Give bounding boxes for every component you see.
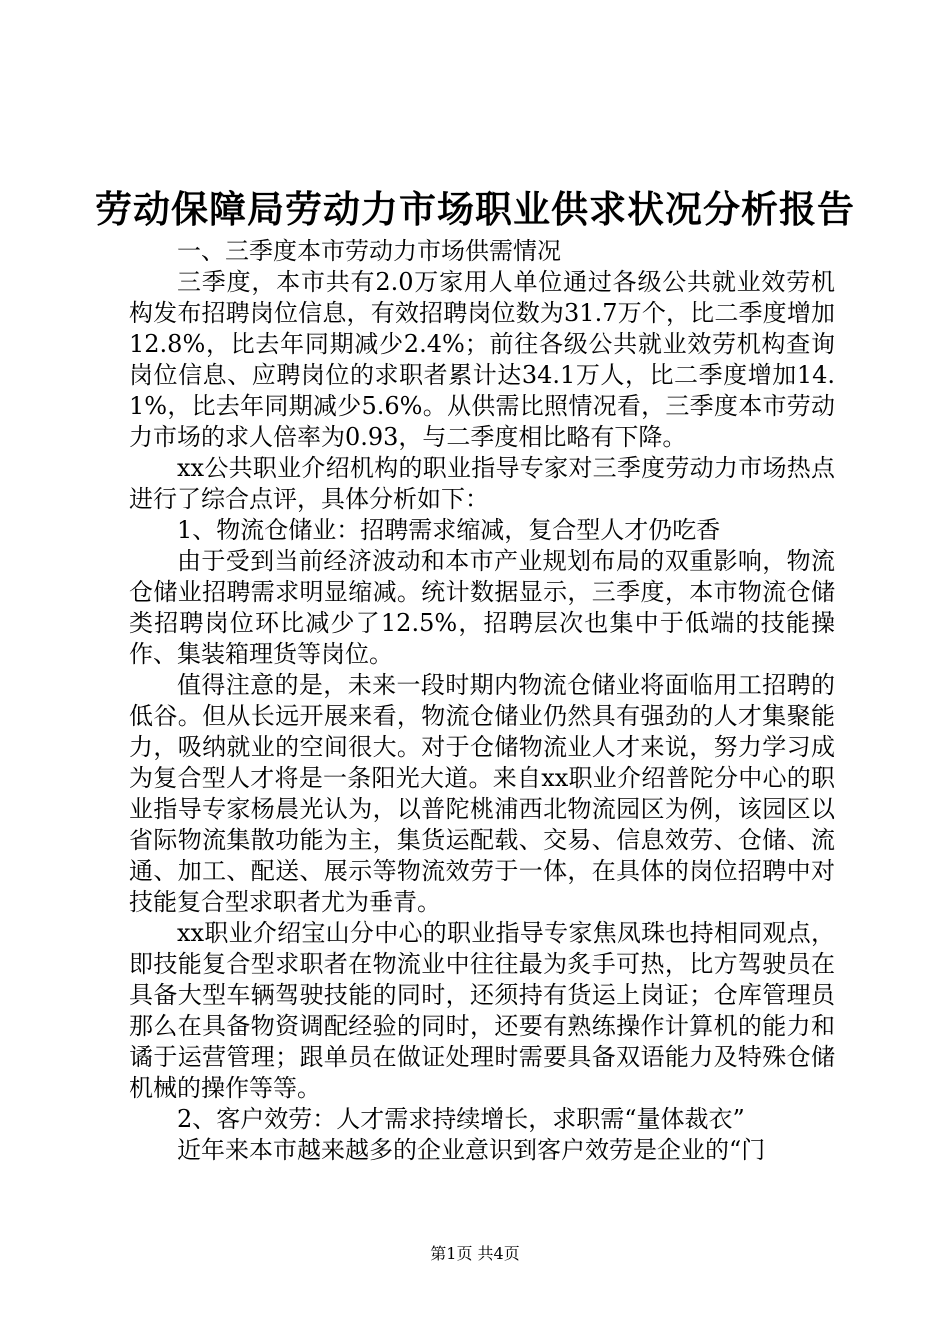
document-title: 劳动保障局劳动力市场职业供求状况分析报告: [95, 188, 855, 231]
subsection-heading-2: 2、客户效劳：人才需求持续增长，求职需“量体裁衣”: [177, 1105, 745, 1133]
paragraph: xx公共职业介绍机构的职业指导专家对三季度劳动力市场热点进行了综合点评，具体分析如下：: [129, 454, 835, 513]
page-footer: 第1页 共4页: [430, 1244, 520, 1263]
paragraph: 值得注意的是，未来一段时期内物流仓储业将面临用工招聘的低谷。但从长远开展来看，物流仓储业仍然具有强劲的人才集聚能力，吸纳就业的空间很大。对于仓储物流业人才来说，努力学习成为复合型人才将是一条阳光大道。来自xx职业介绍普陀分中心的职业指导专家杨晨光认为，以普陀桃浦西北物流园区为例，该园区以省际物流集散功能为主，集货运配载、交易、信息效劳、仓储、流通、加工、配送、展示等物流效劳于一体，在具体的岗位招聘中对技能复合型求职者尤为垂青。: [129, 671, 835, 916]
paragraph: 由于受到当前经济波动和本市产业规划布局的双重影响，物流仓储业招聘需求明显缩减。统计数据显示，三季度，本市物流仓储类招聘岗位环比减少了12.5%，招聘层次也集中于低端的技能操作、集装箱理货等岗位。: [129, 547, 835, 668]
paragraph: 近年来本市越来越多的企业意识到客户效劳是企业的“门: [177, 1136, 766, 1164]
subsection-heading-1: 1、物流仓储业：招聘需求缩减，复合型人才仍吃香: [177, 516, 721, 544]
document-body: [129, 236, 835, 1166]
section-heading-1: 一、三季度本市劳动力市场供需情况: [177, 237, 561, 265]
paragraph: xx职业介绍宝山分中心的职业指导专家焦凤珠也持相同观点，即技能复合型求职者在物流业中往往最为炙手可热，比方驾驶员在具备大型车辆驾驶技能的同时，还须持有货运上岗证；仓库管理员那么在具备物资调配经验的同时，还要有熟练操作计算机的能力和谲于运营管理；跟单员在做证处理时需要具备双语能力及特殊仓储机械的操作等等。: [129, 919, 835, 1102]
paragraph: 三季度，本市共有2.0万家用人单位通过各级公共就业效劳机构发布招聘岗位信息，有效招聘岗位数为31.7万个，比二季度增加12.8%，比去年同期减少2.4%；前往各级公共就业效劳机构查询岗位信息、应聘岗位的求职者累计达34.1万人，比二季度增加14.1%，比去年同期减少5.6%。从供需比照情况看，三季度本市劳动力市场的求人倍率为0.93，与二季度相比略有下降。: [129, 268, 835, 451]
